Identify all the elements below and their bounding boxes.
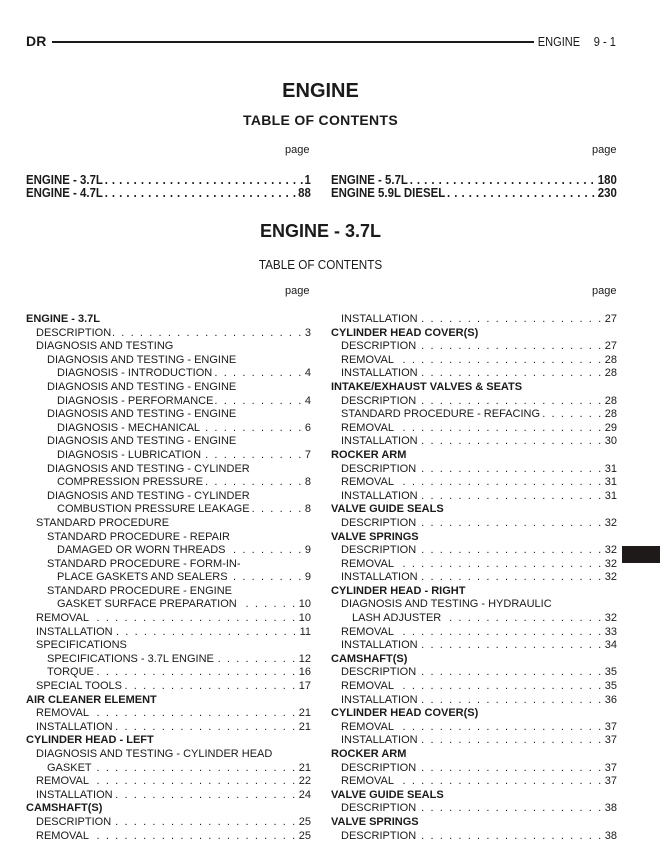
toc-entry-label: INSTALLATION: [341, 734, 418, 747]
dot-leader: [418, 666, 603, 680]
toc-entry[interactable]: [331, 626, 617, 640]
toc-heading: [331, 707, 617, 721]
toc-entry-page: 11: [299, 625, 311, 638]
toc-entry-label: DESCRIPTION: [36, 326, 112, 339]
toc-entry[interactable]: [331, 517, 617, 531]
toc-entry-label: DIAGNOSIS AND TESTING - CYLINDER: [47, 462, 250, 475]
toc-entry-label: AIR CLEANER ELEMENT: [26, 693, 157, 706]
toc-entry: [26, 381, 311, 395]
toc-entry-page: 6: [304, 421, 311, 434]
section-toc-right-column: [331, 313, 617, 843]
toc-entry-page: 9: [304, 544, 311, 557]
toc-entry-label: INSTALLATION: [341, 367, 418, 380]
toc-heading: [331, 327, 617, 341]
header-rule: [52, 41, 534, 43]
toc-entry[interactable]: [26, 762, 311, 776]
toc-entry-label: INSTALLATION: [36, 720, 113, 733]
dot-leader: [105, 186, 297, 199]
toc-entry-label: DIAGNOSIS AND TESTING: [36, 340, 174, 353]
toc-entry-label: DESCRIPTION: [341, 802, 417, 815]
toc-entry[interactable]: [26, 598, 311, 612]
toc-entry-label: VALVE GUIDE SEALS: [331, 503, 444, 516]
toc-entry-page: 28: [604, 394, 617, 407]
toc-entry: [26, 354, 311, 368]
toc-entry-page: 4: [304, 394, 311, 407]
toc-entry-label: TORQUE: [47, 666, 94, 679]
toc-entry: [26, 585, 311, 599]
toc-entry[interactable]: [331, 680, 617, 694]
dot-leader: [396, 558, 603, 572]
toc-entry-page: 32: [604, 516, 617, 529]
toc-entry: [26, 748, 311, 762]
toc-entry[interactable]: [26, 503, 311, 517]
toc-entry[interactable]: [331, 612, 617, 626]
toc-entry-page: 32: [604, 571, 617, 584]
dot-leader: [113, 816, 297, 830]
toc-entry[interactable]: [331, 558, 617, 572]
toc-entry[interactable]: [331, 186, 617, 199]
toc-entry[interactable]: [26, 367, 311, 381]
toc-entry-page: 27: [604, 340, 617, 353]
toc-entry-label: INTAKE/EXHAUST VALVES & SEATS: [331, 380, 523, 393]
toc-entry[interactable]: [331, 762, 617, 776]
toc-entry-label: INSTALLATION: [341, 571, 418, 584]
toc-entry[interactable]: [26, 612, 311, 626]
page-column-label-left: page: [285, 144, 310, 156]
toc-entry-label: DIAGNOSIS AND TESTING - HYDRAULIC: [341, 598, 552, 611]
toc-entry-page: 22: [298, 775, 311, 788]
toc-entry-page: 27: [604, 313, 617, 325]
dot-leader: [447, 186, 596, 199]
toc-entry-page: 8: [304, 503, 311, 516]
toc-entry-label: REMOVAL: [36, 707, 89, 720]
dot-leader: [216, 653, 297, 667]
toc-entry[interactable]: [26, 816, 311, 830]
toc-entry-page: 10: [298, 598, 311, 611]
toc-entry-label: DESCRIPTION: [36, 815, 112, 828]
toc-entry-label: DIAGNOSIS - MECHANICAL: [57, 421, 201, 434]
toc-entry-label: REMOVAL: [341, 557, 394, 570]
toc-entry-page: 38: [604, 802, 617, 815]
dot-leader: [420, 694, 603, 708]
toc-entry-label: ENGINE - 3.7L: [26, 172, 103, 187]
toc-entry-page: 28: [604, 353, 617, 366]
toc-entry-label: DESCRIPTION: [341, 761, 417, 774]
page-column-label-right: page: [592, 144, 617, 156]
toc-entry-label: ENGINE - 4.7L: [26, 185, 103, 200]
toc-heading: [331, 531, 617, 545]
toc-entry-label: CYLINDER HEAD - RIGHT: [331, 584, 466, 597]
toc-heading: [26, 734, 311, 748]
toc-entry[interactable]: [331, 395, 617, 409]
toc-entry-label: DIAGNOSIS AND TESTING - ENGINE: [47, 408, 237, 421]
toc-entry-label: REMOVAL: [341, 353, 394, 366]
toc-entry-label: REMOVAL: [341, 421, 394, 434]
dot-leader: [418, 762, 603, 776]
toc-entry-label: DIAGNOSIS - PERFORMANCE: [57, 394, 214, 407]
section-page-label-right: page: [592, 285, 617, 297]
toc-entry-label: INSTALLATION: [36, 625, 113, 638]
toc-entry-page: 34: [604, 639, 617, 652]
toc-entry[interactable]: [331, 354, 617, 368]
toc-entry-page: 17: [298, 680, 311, 693]
dot-leader: [420, 490, 603, 504]
toc-heading: [331, 503, 617, 517]
toc-entry-page: 29: [604, 421, 617, 434]
toc-entry-label: ENGINE - 3.7L: [26, 313, 100, 325]
toc-entry-label: DESCRIPTION: [341, 394, 417, 407]
dot-leader: [115, 789, 297, 803]
toc-entry[interactable]: [331, 490, 617, 504]
toc-entry-label: COMBUSTION PRESSURE LEAKAGE: [57, 503, 250, 516]
dot-leader: [542, 408, 603, 422]
toc-entry[interactable]: [331, 367, 617, 381]
dot-leader: [91, 707, 297, 721]
toc-entry-page: 88: [298, 185, 311, 200]
toc-entry-label: REMOVAL: [36, 612, 89, 625]
toc-entry-label: COMPRESSION PRESSURE: [57, 476, 204, 489]
toc-entry-label: DESCRIPTION: [341, 666, 417, 679]
toc-entry[interactable]: [331, 721, 617, 735]
toc-entry[interactable]: [331, 694, 617, 708]
dot-leader: [396, 775, 603, 789]
toc-entry[interactable]: [331, 476, 617, 490]
toc-heading: [26, 694, 311, 708]
dot-leader: [396, 422, 603, 436]
dot-leader: [239, 598, 297, 612]
toc-entry-label: STANDARD PROCEDURE: [36, 516, 170, 529]
toc-entry-label: SPECIFICATIONS: [36, 639, 127, 652]
toc-entry: [26, 340, 311, 354]
toc-entry-page: 8: [304, 476, 311, 489]
toc-entry-page: 31: [604, 462, 617, 475]
toc-entry-page: 16: [298, 666, 311, 679]
dot-leader: [396, 354, 603, 368]
dot-leader: [418, 395, 603, 409]
toc-entry-page: 25: [298, 815, 311, 828]
toc-entry-page: 7: [304, 448, 311, 461]
dot-leader: [418, 340, 603, 354]
page-header: [26, 33, 616, 51]
toc-entry-label: DIAGNOSIS - LUBRICATION: [57, 448, 202, 461]
toc-entry-label: VALVE SPRINGS: [331, 815, 419, 828]
dot-leader: [215, 395, 302, 409]
toc-entry-label: DESCRIPTION: [341, 340, 417, 353]
toc-entry: [26, 435, 311, 449]
toc-entry[interactable]: [331, 422, 617, 436]
toc-entry-label: REMOVAL: [341, 476, 394, 489]
dot-leader: [420, 639, 603, 653]
toc-entry-page: 38: [604, 829, 617, 842]
toc-entry[interactable]: [26, 830, 311, 844]
toc-entry-label: VALVE GUIDE SEALS: [331, 788, 444, 801]
toc-entry-page: 37: [604, 761, 617, 774]
dot-leader: [230, 571, 303, 585]
toc-entry[interactable]: [331, 830, 617, 844]
toc-entry-label: CYLINDER HEAD COVER(S): [331, 326, 479, 339]
toc-heading: [26, 802, 311, 816]
toc-entry-label: ENGINE - 5.7L: [331, 172, 408, 187]
dot-leader: [91, 830, 297, 844]
toc-entry[interactable]: [26, 422, 311, 436]
toc-entry[interactable]: [331, 340, 617, 354]
toc-entry-label: INSTALLATION: [341, 639, 418, 652]
toc-entry-page: 31: [604, 489, 617, 502]
toc-entry-label: INSTALLATION: [341, 313, 418, 325]
toc-entry-label: PLACE GASKETS AND SEALERS: [57, 571, 228, 584]
dot-leader: [396, 721, 603, 735]
toc-entry-label: DIAGNOSIS AND TESTING - ENGINE: [47, 435, 237, 448]
toc-entry-page: 10: [298, 612, 311, 625]
toc-entry-page: 31: [604, 476, 617, 489]
dot-leader: [418, 544, 603, 558]
manual-code: DR: [26, 33, 47, 49]
dot-leader: [443, 612, 603, 626]
toc-entry[interactable]: [26, 666, 311, 680]
section-page-label-left: page: [285, 285, 310, 297]
toc-entry-page: 25: [298, 829, 311, 842]
dot-leader: [94, 762, 297, 776]
toc-entry-label: DAMAGED OR WORN THREADS: [57, 544, 226, 557]
toc-entry-page: 21: [298, 707, 311, 720]
dot-leader: [396, 680, 603, 694]
toc-entry[interactable]: [331, 734, 617, 748]
toc-entry[interactable]: [26, 775, 311, 789]
dot-leader: [252, 503, 303, 517]
toc-entry: [331, 598, 617, 612]
header-section-title: ENGINE: [537, 34, 581, 49]
toc-entry-page: 32: [604, 557, 617, 570]
dot-leader: [214, 367, 303, 381]
toc-entry-page: 4: [304, 367, 311, 380]
toc-entry-label: REMOVAL: [341, 775, 394, 788]
toc-entry[interactable]: [331, 639, 617, 653]
group-title: ENGINE: [282, 80, 359, 102]
toc-heading: [331, 585, 617, 599]
dot-leader: [105, 173, 303, 186]
dot-leader: [124, 680, 297, 694]
section-title: ENGINE - 3.7L: [259, 221, 382, 241]
toc-entry-page: 3: [304, 326, 311, 339]
dot-leader: [418, 463, 603, 477]
toc-entry-label: ROCKER ARM: [331, 748, 407, 760]
toc-entry-page: 1: [304, 172, 311, 187]
toc-entry-label: ROCKER ARM: [331, 448, 407, 461]
toc-entry-label: SPECIFICATIONS - 3.7L ENGINE: [47, 652, 214, 665]
toc-entry[interactable]: [331, 313, 617, 327]
dot-leader: [203, 449, 303, 463]
toc-entry: [26, 639, 311, 653]
dot-leader: [115, 721, 297, 735]
dot-leader: [418, 802, 603, 816]
toc-heading: [331, 381, 617, 395]
toc-entry: [26, 531, 311, 545]
dot-leader: [227, 544, 302, 558]
dot-leader: [202, 422, 303, 436]
toc-entry-label: DIAGNOSIS AND TESTING - ENGINE: [47, 353, 237, 366]
toc-entry[interactable]: [26, 186, 311, 199]
dot-leader: [91, 775, 297, 789]
dot-leader: [420, 313, 603, 327]
toc-entry[interactable]: [26, 571, 311, 585]
toc-entry-label: GASKET: [47, 761, 92, 774]
toc-entry[interactable]: [26, 327, 311, 341]
toc-entry-page: 21: [298, 761, 311, 774]
toc-entry-label: VALVE SPRINGS: [331, 530, 419, 543]
toc-entry-page: 28: [604, 367, 617, 380]
toc-entry-page: 180: [597, 172, 617, 187]
header-section: [538, 34, 616, 49]
toc-entry-page: 230: [597, 185, 617, 200]
toc-entry-page: 37: [604, 775, 617, 788]
dot-leader: [418, 517, 603, 531]
toc-entry: [26, 463, 311, 477]
toc-heading: [331, 789, 617, 803]
toc-entry[interactable]: [26, 449, 311, 463]
toc-entry[interactable]: [331, 571, 617, 585]
dot-leader: [396, 476, 603, 490]
dot-leader: [113, 327, 303, 341]
toc-entry[interactable]: [331, 544, 617, 558]
toc-entry: [26, 517, 311, 531]
toc-entry-label: REMOVAL: [341, 680, 394, 693]
toc-entry: [26, 408, 311, 422]
toc-entry-label: CYLINDER HEAD COVER(S): [331, 707, 479, 720]
toc-entry[interactable]: [26, 789, 311, 803]
toc-entry-page: 12: [298, 652, 311, 665]
toc-entry: [26, 558, 311, 572]
toc-entry-page: 37: [604, 734, 617, 747]
toc-entry-label: INSTALLATION: [36, 788, 113, 801]
toc-entry-label: ENGINE 5.9L DIESEL: [331, 185, 446, 200]
dot-leader: [205, 476, 303, 490]
toc-entry-page: 21: [298, 720, 311, 733]
toc-entry-page: 35: [604, 680, 617, 693]
dot-leader: [418, 830, 603, 844]
toc-entry-page: 32: [604, 544, 617, 557]
dot-leader: [396, 626, 603, 640]
dot-leader: [420, 734, 603, 748]
toc-entry[interactable]: [26, 707, 311, 721]
toc-heading: [331, 653, 617, 667]
toc-entry: [26, 490, 311, 504]
toc-entry-label: DESCRIPTION: [341, 829, 417, 842]
toc-entry-label: STANDARD PROCEDURE - REPAIR: [47, 530, 230, 543]
toc-entry-label: REMOVAL: [36, 775, 89, 788]
toc-entry-label: CAMSHAFT(S): [26, 802, 103, 815]
chapter-thumb-tab[interactable]: [622, 546, 660, 563]
toc-entry-label: STANDARD PROCEDURE - REFACING: [341, 408, 541, 421]
main-toc-right: [331, 173, 617, 199]
toc-entry-label: DESCRIPTION: [341, 544, 417, 557]
toc-entry-label: STANDARD PROCEDURE - FORM-IN-: [47, 557, 241, 570]
toc-entry-label: DIAGNOSIS - INTRODUCTION: [57, 367, 213, 380]
toc-entry-label: DESCRIPTION: [341, 462, 417, 475]
dot-leader: [91, 612, 297, 626]
toc-entry[interactable]: [331, 435, 617, 449]
toc-entry-label: DIAGNOSIS AND TESTING - CYLINDER: [47, 489, 250, 502]
toc-entry[interactable]: [26, 395, 311, 409]
toc-entry[interactable]: [331, 463, 617, 477]
toc-entry-label: INSTALLATION: [341, 435, 418, 448]
section-toc-heading: TABLE OF CONTENTS: [258, 257, 383, 272]
toc-entry-page: 28: [604, 408, 617, 421]
toc-heading: [331, 449, 617, 463]
toc-entry-page: 37: [604, 720, 617, 733]
toc-entry-label: INSTALLATION: [341, 489, 418, 502]
toc-entry-label: CAMSHAFT(S): [331, 652, 408, 665]
toc-entry-page: 30: [604, 435, 617, 448]
toc-entry-label: STANDARD PROCEDURE - ENGINE: [47, 584, 232, 597]
toc-entry[interactable]: [26, 544, 311, 558]
header-page-number: 9 - 1: [593, 34, 616, 49]
toc-entry-label: SPECIAL TOOLS: [36, 680, 123, 693]
toc-entry-label: CYLINDER HEAD - LEFT: [26, 734, 154, 747]
toc-entry[interactable]: [26, 721, 311, 735]
dot-leader: [96, 666, 297, 680]
toc-entry-label: DIAGNOSIS AND TESTING - CYLINDER HEAD: [36, 748, 273, 760]
dot-leader: [420, 571, 603, 585]
toc-heading: [26, 313, 311, 327]
toc-entry[interactable]: [26, 476, 311, 490]
toc-entry[interactable]: [26, 626, 311, 640]
toc-entry[interactable]: [26, 653, 311, 667]
toc-entry-label: LASH ADJUSTER: [352, 612, 442, 625]
dot-leader: [115, 626, 298, 640]
toc-entry-page: 36: [604, 693, 617, 706]
dot-leader: [420, 435, 603, 449]
toc-heading: [331, 748, 617, 762]
toc-entry-page: 9: [304, 571, 311, 584]
toc-entry-label: REMOVAL: [341, 625, 394, 638]
toc-entry-page: 33: [604, 625, 617, 638]
toc-entry[interactable]: [331, 408, 617, 422]
toc-entry-label: GASKET SURFACE PREPARATION: [57, 598, 237, 611]
toc-entry-label: DIAGNOSIS AND TESTING - ENGINE: [47, 380, 237, 393]
toc-entry-label: REMOVAL: [36, 829, 89, 842]
section-toc-left-column: [26, 313, 311, 843]
toc-entry-page: 24: [298, 788, 311, 801]
toc-entry-label: INSTALLATION: [341, 693, 418, 706]
toc-entry-page: 32: [604, 612, 617, 625]
toc-entry-label: REMOVAL: [341, 720, 394, 733]
toc-entry-label: DESCRIPTION: [341, 516, 417, 529]
group-toc-heading: TABLE OF CONTENTS: [243, 112, 398, 128]
toc-entry[interactable]: [331, 775, 617, 789]
toc-heading: [331, 816, 617, 830]
toc-entry-page: 35: [604, 666, 617, 679]
main-toc-left: [26, 173, 311, 199]
toc-entry[interactable]: [331, 666, 617, 680]
toc-entry[interactable]: [331, 802, 617, 816]
toc-entry[interactable]: [26, 680, 311, 694]
dot-leader: [420, 367, 603, 381]
